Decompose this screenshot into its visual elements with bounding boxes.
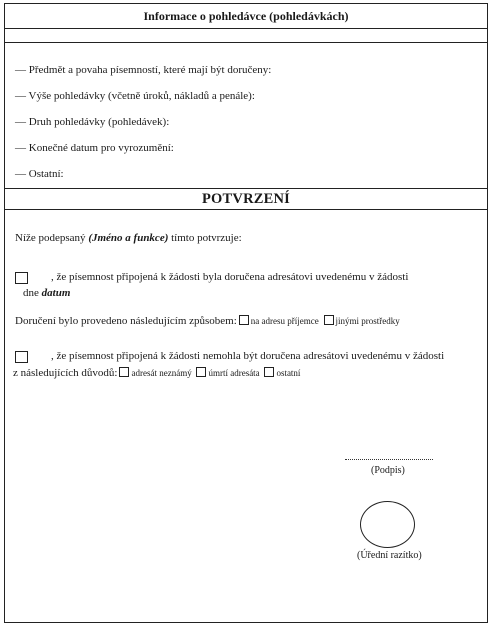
- delivered-date-prefix: dne: [23, 287, 39, 299]
- not-delivered-line2: z následujících důvodů:: [13, 367, 118, 379]
- not-delivered-reasons-row: [13, 367, 300, 379]
- section2-title: POTVRZENÍ: [201, 191, 290, 207]
- method-other-checkbox[interactable]: [324, 315, 334, 325]
- item-deadline: — Konečné datum pro vyrozumění:: [15, 142, 174, 154]
- item-other: — Ostatní:: [15, 168, 64, 180]
- delivered-line1: , že písemnost připojená k žádosti byla doručena adresátovi uvedenému v žádosti: [51, 271, 409, 283]
- not-delivered-checkbox[interactable]: [15, 351, 28, 363]
- method-other-label: jinými prostředky: [335, 316, 400, 326]
- reason-death-checkbox[interactable]: [196, 367, 206, 377]
- reason-unknown-checkbox[interactable]: [119, 367, 129, 377]
- signed-prefix: Níže podepsaný: [15, 232, 86, 244]
- section1-title: Informace o pohledávce (pohledávkách): [5, 4, 487, 29]
- divider: [5, 42, 487, 43]
- delivered-checkbox[interactable]: [15, 272, 28, 284]
- method-address-checkbox[interactable]: [239, 315, 249, 325]
- method-address-label: na adresu příjemce: [250, 316, 319, 326]
- item-amount: — Výše pohledávky (včetně úroků, nákladů a penále):: [15, 90, 255, 102]
- delivered-date-field[interactable]: datum: [41, 287, 71, 299]
- reason-other-checkbox[interactable]: [264, 367, 274, 377]
- item-claim-type: — Druh pohledávky (pohledávek):: [15, 116, 170, 128]
- divider: [5, 209, 487, 210]
- signed-name-field[interactable]: (Jméno a funkce): [88, 232, 169, 244]
- not-delivered-line1: , že písemnost připojená k žádosti nemohla být doručena adresátovi uvedenému v žádosti: [51, 350, 445, 362]
- signed-statement: [15, 232, 242, 244]
- signed-suffix: tímto potvrzuje:: [171, 232, 242, 244]
- delivered-line2: [23, 287, 70, 299]
- signature-label: (Podpis): [371, 465, 405, 476]
- reason-unknown-label: adresát neznámý: [131, 368, 192, 378]
- item-subject: — Předmět a povaha písemností, které mají být doručeny:: [15, 64, 272, 76]
- stamp-circle: [360, 501, 415, 548]
- form-frame: [4, 3, 488, 623]
- signature-line[interactable]: [345, 459, 433, 460]
- stamp-label: (Úřední razítko): [357, 550, 422, 561]
- reason-other-label: ostatní: [276, 368, 301, 378]
- reason-death-label: úmrtí adresáta: [208, 368, 260, 378]
- delivery-method-label: Doručení bylo provedeno následujícím způsobem:: [15, 315, 237, 327]
- delivery-method-row: [15, 315, 400, 327]
